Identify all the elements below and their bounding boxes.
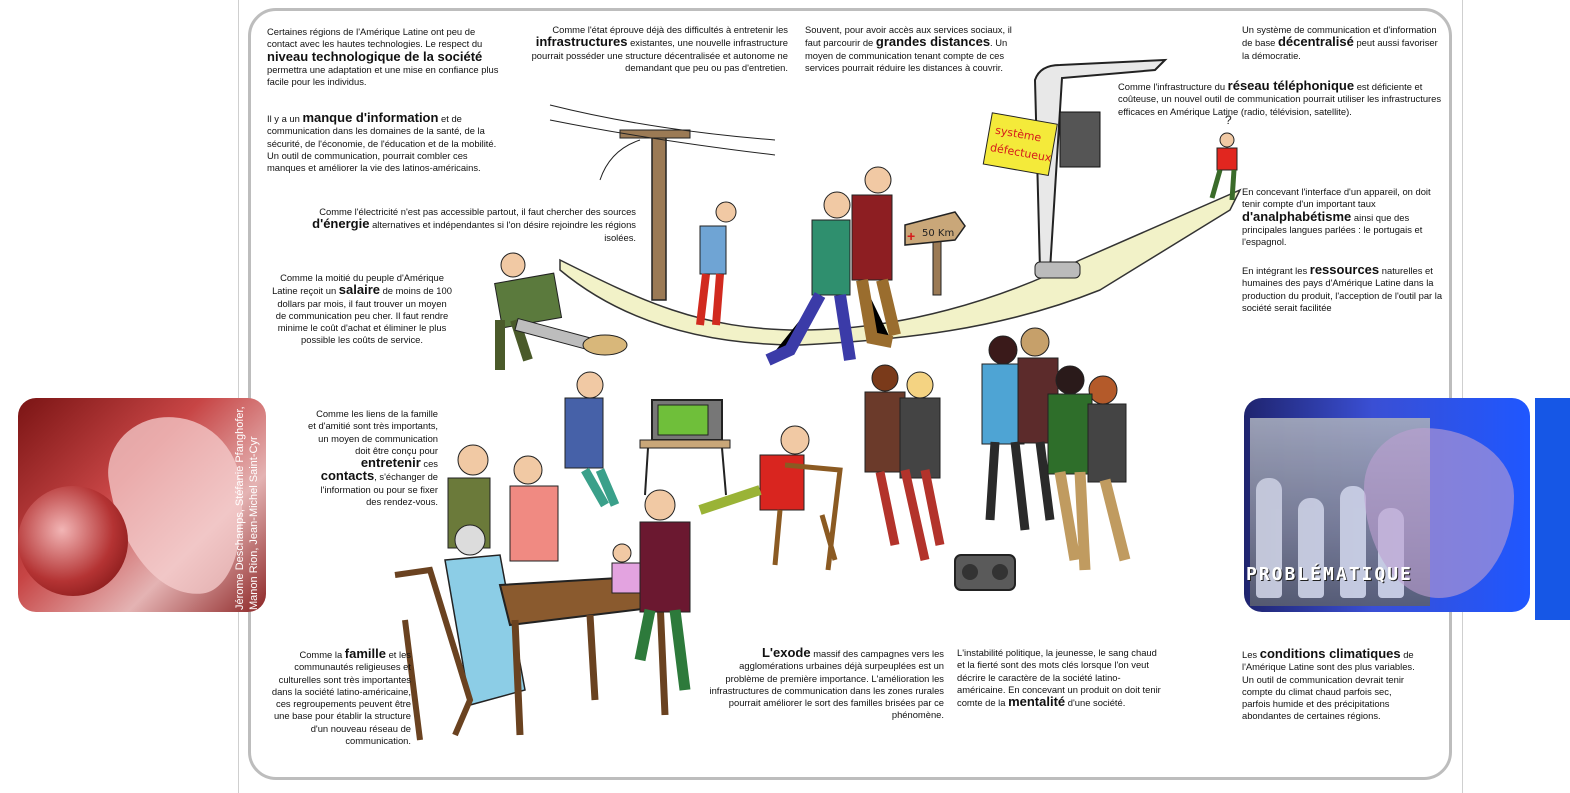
credits-line1: Jérome Deschamps, Stéfanie Pfanghofer,	[234, 406, 246, 610]
text-block-salary: Comme la moitié du peuple d'Amérique Latine reçoit un salaire de moins de 100 dollars par mois, il faut trouver un moyen de communication peu cher. Il faut rendre minime le coût d'achat et éliminer le plus possible les coûts de service.	[272, 272, 452, 346]
telephone-pole-icon	[550, 105, 775, 300]
text-block-climate: Les conditions climatiques de l'Amérique Latine sont des plus variables. Un outil de communication devrait tenir compte du climat chaud parfois sec, parfois humide et des précipitations abondantes de certaines régions.	[1242, 646, 1415, 722]
text-block-energy: Comme l'électricité n'est pas accessible partout, il faut chercher des sources d'énergie alternatives et indépendantes si l'on désire rejoindre les régions isolées.	[312, 206, 636, 243]
geodesic-sphere-icon	[18, 486, 128, 596]
text-block-distances: Souvent, pour avoir accès aux services sociaux, il faut parcourir de grandes distances. Un moyen de communication tenant compte de ces services pourrait réduire les distances à couvrir.	[805, 24, 1012, 73]
sign-broken-line2: défectueux	[989, 141, 1053, 165]
text-block-decentralized: Un système de communication et d'information de base décentralisé peut aussi favoriser la démocratie.	[1242, 24, 1438, 61]
blue-edge-strip	[1535, 398, 1570, 620]
text-block-family: Comme la famille et les communautés religieuses et culturelles sont très importantes dans la société latino-américaine, ces regroupements peuvent être une base pour établir la structure d'un nouveau réseau de communication.	[271, 646, 411, 747]
distance-sign-icon	[905, 212, 965, 295]
text-block-information: Il y a un manque d'information et de communication dans les domaines de la santé, de la sécurité, de l'économie, de l'éducation et de la mobilité. Un outil de communication, pourrait combler ces manques et améliorer la vie des latinos-américains.	[267, 110, 497, 174]
text-block-contacts: Comme les liens de la famille et d'amitié sont très importants, un moyen de communication doit être conçu pour entretenir ces contacts, s'échanger de l'information ou pour se fixer des rendez-vous.	[308, 408, 438, 508]
sign-distance-text: 50 Km	[922, 228, 955, 239]
text-block-resources: En intégrant les ressources naturelles et humaines des pays d'Amérique Latine dans la production du produit, l'acception de l'outil par la société serait facilitée	[1242, 262, 1443, 313]
text-block-illiteracy: En concevant l'interface d'un appareil, on doit tenir compte d'un important taux d'analphabétisme ainsi que des principales langues parlées : le portugais et l'espagnol.	[1242, 186, 1431, 248]
credits	[234, 398, 262, 612]
tv-watchers	[565, 372, 840, 570]
text-block-exodus: L'exode massif des campagnes vers les agglomérations urbaines déjà surpeuplées est un problème de première importance. L'amélioration les infrastructures de communication dans les zones rurales pourrait améliorer le sort des familles brisées par ce phénomène.	[709, 645, 944, 721]
dancing-couples	[865, 328, 1126, 590]
cover-title: PROBLÉMATIQUE	[1246, 564, 1413, 585]
left-cover-card	[18, 398, 266, 612]
man-scratching-head	[700, 202, 736, 325]
credits-line2: Manon Rion, Jean-Michel Saint-Cyr	[248, 436, 260, 610]
speech-mark: ?	[1225, 113, 1232, 127]
walking-person-icon	[1212, 113, 1237, 200]
south-america-map-icon	[101, 408, 255, 604]
sign-broken-line1: système	[994, 123, 1043, 145]
text-block-mentality: L'instabilité politique, la jeunesse, le sang chaud et la fierté sont des mots clés lorsque l'on veut décrire le caractère de la société latino-américaine. En concevant un produit on doit tenir comte de la mentalité d'une société.	[957, 647, 1161, 710]
text-block-technology: Certaines régions de l'Amérique Latine ont peu de contact avec les hautes technologies. Le respect du niveau technologique de la société permettra une adaptation et une mise en confiance plus facile pour les individus.	[267, 26, 499, 88]
text-block-phone-network: Comme l'infrastructure du réseau téléphonique est déficiente et coûteuse, un nouvel outil de communication pourrait utiliser les infrastructures efficaces en Amérique Latine (radio, télévision, satellite).	[1118, 78, 1442, 117]
text-block-infrastructures: Comme l'état éprouve déjà des difficultés à entretenir les infrastructures existantes, une nouvelle infrastructure pourrait posséder une structure décentralisée et autonome ne demandant que peu ou pas d'entretien.	[531, 24, 788, 73]
svg-text:+: +	[907, 228, 916, 244]
right-cover-card	[1244, 398, 1530, 612]
